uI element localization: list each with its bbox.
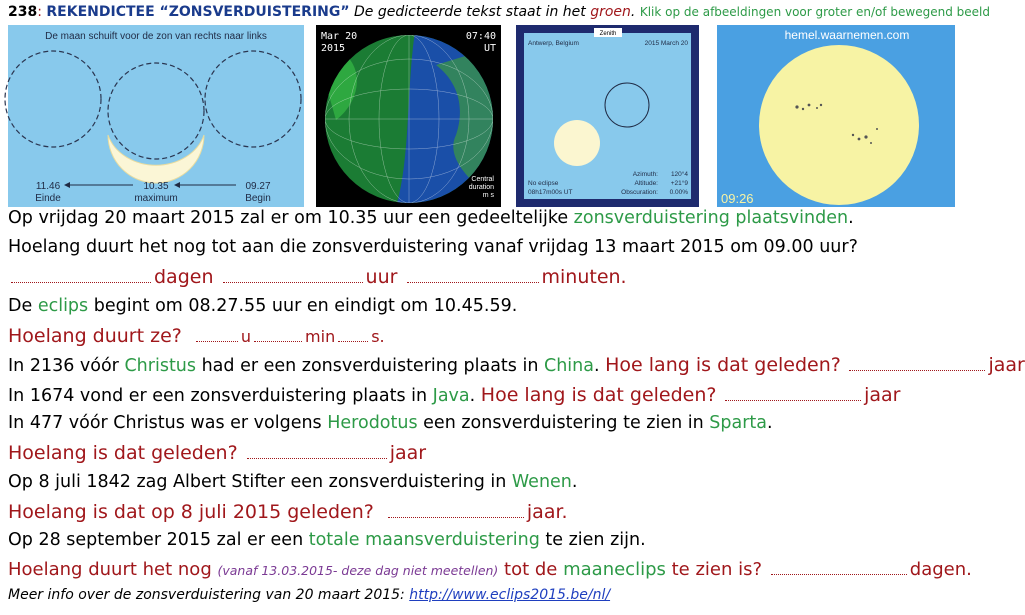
answer-java-blank[interactable] — [725, 386, 861, 401]
subtitle-b: . — [630, 4, 640, 20]
eclipse-diagram-image[interactable] — [8, 25, 304, 207]
line4-text-b: begint om 08.27.55 uur en eindigt om 10.45.59. — [88, 296, 518, 316]
moon-right-outline — [205, 51, 301, 147]
moon-left-outline — [5, 51, 101, 147]
line8-green-sparta: Sparta — [709, 413, 767, 433]
line4-text-a: De — [8, 296, 38, 316]
diagram-caption: De maan schuift voor de zon van rechts naar links — [45, 31, 267, 42]
globe-year: 2015 — [321, 43, 346, 54]
line-13 — [8, 559, 972, 580]
footer-info — [8, 587, 610, 603]
line-3 — [8, 266, 627, 288]
line5-question: Hoelang duurt ze? — [8, 325, 182, 347]
sky-date: 2015 March 20 — [644, 40, 688, 47]
line8-text-b: een zonsverduistering te zien in — [417, 413, 710, 433]
line13-dagen: dagen. — [909, 559, 972, 580]
line13-green: maaneclips — [563, 559, 666, 580]
arrow-right-head — [174, 182, 180, 188]
arrow-left-head — [64, 182, 70, 188]
sun-photo-image[interactable] — [717, 25, 955, 207]
line6-text-c: . — [594, 356, 606, 376]
line12-text-b: te zien zijn. — [539, 530, 646, 550]
line3-minuten: minuten. — [541, 266, 627, 288]
label-begin: Begin — [245, 193, 271, 204]
sun-disk — [554, 120, 600, 166]
line-2: Hoelang duurt het nog tot aan die zonsverduistering vanaf vrijdag 13 maart 2015 om 09.00 uur? — [8, 237, 858, 257]
line-9 — [8, 442, 426, 464]
sky-place: Antwerp, Belgium — [528, 40, 579, 47]
answer-sparta-blank[interactable] — [247, 444, 387, 459]
line-11 — [8, 501, 568, 523]
footer-link[interactable]: http://www.eclips2015.be/nl/ — [409, 587, 611, 603]
line-1 — [8, 208, 854, 228]
line-7 — [8, 384, 900, 406]
label-max: maximum — [134, 193, 178, 204]
line3-uur: uur — [365, 266, 398, 288]
line5-min: min — [305, 327, 336, 346]
line6-green-china: China — [544, 356, 594, 376]
line6-text-a: In 2136 vóór — [8, 356, 125, 376]
answer-min-blank[interactable] — [254, 327, 302, 342]
sun-photo-svg — [717, 25, 955, 207]
subtitle-red: groen — [590, 4, 631, 20]
line-6 — [8, 354, 1025, 376]
line7-green-java: Java — [432, 386, 470, 406]
line7-question: Hoe lang is dat geleden? — [480, 384, 717, 406]
line-12 — [8, 530, 646, 550]
line-10 — [8, 472, 577, 492]
obs-value: 0.00% — [669, 189, 688, 196]
globe-label-duration: duration — [468, 184, 494, 191]
line8-text-c: . — [767, 413, 773, 433]
exercise-number: 238 — [8, 4, 38, 20]
moon-center-outline — [108, 63, 204, 159]
line5-s: s. — [371, 327, 385, 346]
globe-label-ms: m s — [482, 192, 494, 199]
line11-jaar: jaar. — [526, 501, 568, 523]
line4-green: eclips — [37, 296, 89, 316]
time-begin: 09.27 — [245, 181, 271, 192]
line8-green-herodotus: Herodotus — [327, 413, 418, 433]
line7-text-a: In 1674 vond er een zonsverduistering plaats in — [8, 386, 433, 406]
answer-wenen-blank[interactable] — [388, 503, 524, 518]
line10-text-b: . — [571, 472, 578, 492]
sky-time: 08h17m00s UT — [528, 189, 573, 196]
line8-text-a: In 477 vóór Christus was er volgens — [8, 413, 328, 433]
line13-question-c: te zien is? — [665, 559, 763, 580]
az-value: 120°4 — [670, 171, 688, 178]
answer-minutes-blank[interactable] — [407, 268, 539, 283]
line5-u: u — [240, 327, 252, 346]
answer-china-blank[interactable] — [849, 356, 985, 371]
time-end: 11.46 — [35, 181, 61, 192]
line12-text-a: Op 28 september 2015 zal er een — [8, 530, 309, 550]
sky-view-image[interactable] — [516, 25, 699, 207]
line6-text-b: had er een zonsverduistering plaats in — [196, 356, 544, 376]
zenith-label: Zenith — [599, 31, 617, 37]
click-hint: Klik op de afbeeldingen voor groter en/of bewegend beeld — [639, 5, 990, 19]
subtitle-a: De gedicteerde tekst staat in het — [349, 4, 591, 20]
line9-jaar: jaar — [389, 442, 427, 464]
line6-question: Hoe lang is dat geleden? — [605, 354, 841, 376]
line3-dagen: dagen — [154, 266, 214, 288]
sky-view-svg — [516, 25, 699, 207]
footer-text: Meer info over de zonsverduistering van 20 maart 2015: — [8, 587, 410, 603]
time-max: 10.35 — [143, 181, 169, 192]
line1-text-b: . — [848, 208, 854, 228]
alt-value: +21°9 — [670, 180, 688, 187]
title-line — [8, 4, 990, 20]
answer-u-blank[interactable] — [196, 327, 238, 342]
exercise-title: REKENDICTEE “ZONSVERDUISTERING” — [46, 4, 350, 20]
eclipse-diagram-svg — [8, 25, 304, 207]
line13-question-b: tot de — [498, 559, 564, 580]
line-5 — [8, 325, 385, 347]
globe-image[interactable] — [316, 25, 501, 207]
answer-days-blank[interactable] — [11, 268, 151, 283]
globe-svg — [316, 25, 501, 207]
line9-question: Hoelang is dat geleden? — [8, 442, 238, 464]
globe-time: 07:40 — [465, 31, 496, 42]
line-8 — [8, 413, 773, 433]
obs-label: Obscuration: — [621, 189, 658, 196]
label-end: Einde — [35, 193, 61, 204]
moon-outline — [605, 83, 649, 127]
answer-hours-blank[interactable] — [223, 268, 363, 283]
globe-tz: UT — [483, 43, 496, 54]
answer-s-blank[interactable] — [338, 327, 368, 342]
answer-maaneclips-blank[interactable] — [771, 560, 907, 575]
line1-green: zonsverduistering plaatsvinden — [573, 208, 849, 228]
sun-site: hemel.waarnemen.com — [784, 28, 910, 42]
sun-disc — [759, 45, 919, 205]
line6-jaar: jaar — [988, 354, 1025, 376]
line12-green: totale maansverduistering — [308, 530, 540, 550]
line10-text-a: Op 8 juli 1842 zag Albert Stifter een zonsverduistering in — [8, 472, 512, 492]
sun-time: 09:26 — [721, 191, 754, 206]
az-label: Azimuth: — [632, 171, 658, 178]
line-4 — [8, 296, 517, 316]
line13-question-a: Hoelang duurt het nog — [8, 559, 218, 580]
line7-jaar: jaar — [864, 384, 901, 406]
alt-label: Altitude: — [634, 180, 658, 187]
line10-green-wenen: Wenen — [511, 472, 572, 492]
line1-text-a: Op vrijdag 20 maart 2015 zal er om 10.35 uur een gedeeltelijke — [8, 208, 574, 228]
sky-no-eclipse: No eclipse — [528, 180, 559, 187]
line11-question: Hoelang is dat op 8 juli 2015 geleden? — [8, 501, 374, 523]
title-colon: : — [37, 4, 47, 20]
line6-green-christus: Christus — [124, 356, 197, 376]
globe-date: Mar 20 — [321, 31, 358, 42]
globe-label-central: Central — [471, 176, 494, 183]
line13-note: (vanaf 13.03.2015- deze dag niet meetellen) — [217, 563, 499, 578]
line7-text-b: . — [469, 386, 481, 406]
